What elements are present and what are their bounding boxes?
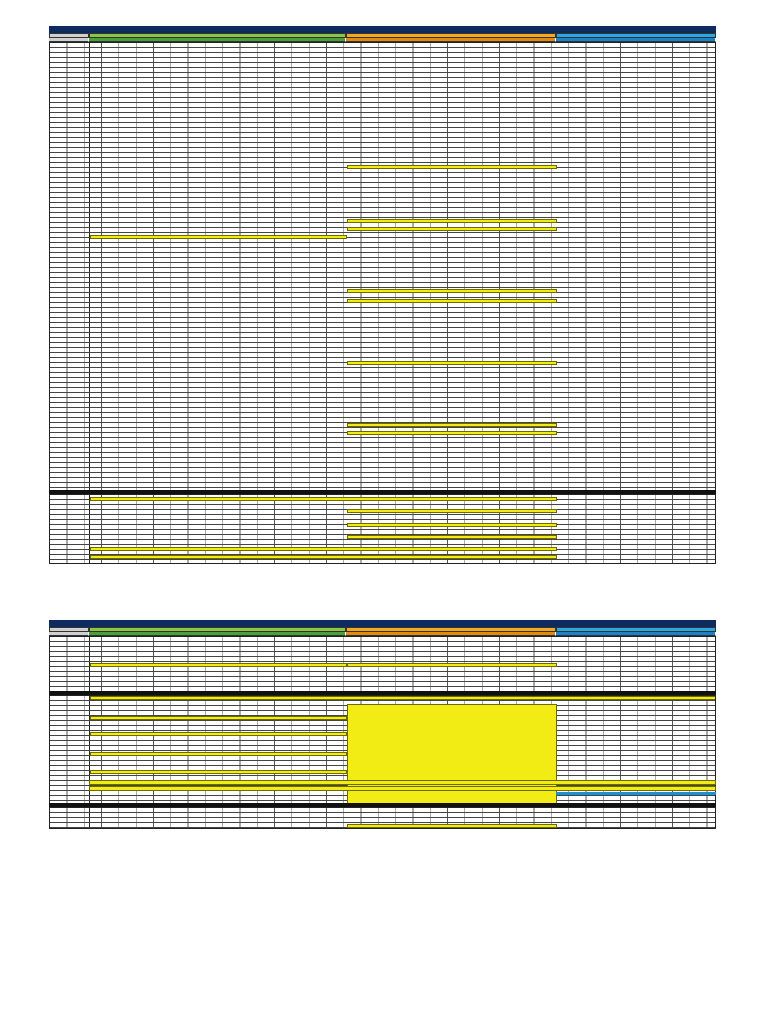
highlight-row <box>90 547 557 551</box>
report-title-bar <box>49 620 716 627</box>
data-grid-lower <box>49 494 716 564</box>
highlight-row <box>347 663 557 667</box>
highlight-row <box>347 219 557 223</box>
highlight-row <box>347 509 557 513</box>
data-grid-top <box>49 636 716 692</box>
data-grid-main <box>49 42 716 514</box>
highlight-row <box>347 299 557 303</box>
highlight-row <box>347 289 557 293</box>
highlight-row <box>90 696 716 700</box>
highlight-row <box>347 361 557 365</box>
highlight-row <box>347 431 557 435</box>
highlight-row <box>347 523 557 527</box>
highlight-row <box>347 535 557 539</box>
highlight-row <box>90 752 347 756</box>
highlight-row-wide <box>89 786 716 791</box>
highlight-row <box>347 423 557 427</box>
report-title-bar <box>49 26 716 33</box>
highlight-row-wide <box>89 780 716 785</box>
highlight-row <box>347 227 557 231</box>
blue-band <box>556 792 716 795</box>
data-grid-bottom <box>49 807 716 829</box>
highlight-row <box>90 555 557 559</box>
highlight-row <box>90 663 347 667</box>
highlight-row <box>347 824 557 828</box>
highlight-row <box>90 235 347 239</box>
highlight-row <box>90 716 347 720</box>
highlight-row <box>347 165 557 169</box>
highlight-row <box>90 770 347 774</box>
highlight-row <box>90 497 557 501</box>
highlight-row <box>90 732 347 736</box>
